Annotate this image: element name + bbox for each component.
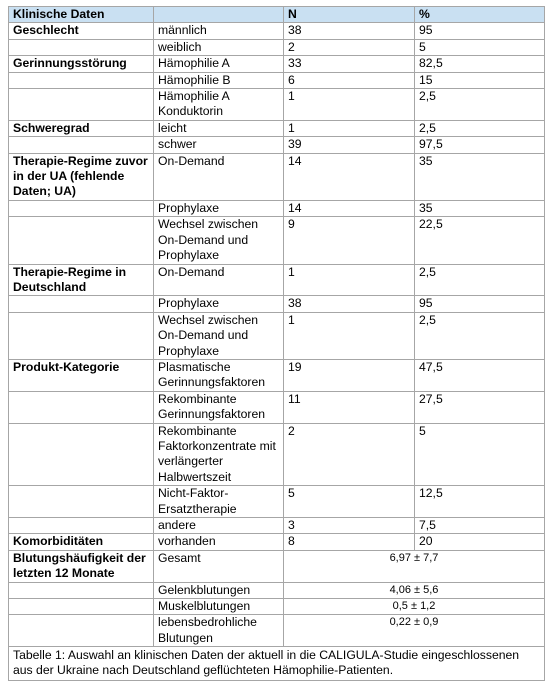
header-n: N: [284, 7, 415, 23]
category-label: [9, 599, 154, 615]
percent-value: 35: [415, 200, 545, 216]
category-label: [9, 518, 154, 534]
subcategory-label: Prophylaxe: [154, 200, 284, 216]
category-label: Schweregrad: [9, 120, 154, 136]
category-label: [9, 39, 154, 55]
subcategory-label: Hämophilie A: [154, 56, 284, 72]
percent-value: 2,5: [415, 89, 545, 121]
category-label: Therapie-Regime in Deutschland: [9, 264, 154, 296]
table-row: [9, 89, 545, 121]
table-row: [9, 72, 545, 88]
category-label: [9, 89, 154, 121]
subcategory-label: leicht: [154, 120, 284, 136]
table-row: [9, 391, 545, 423]
table-row: [9, 296, 545, 312]
percent-value: 35: [415, 153, 545, 200]
percent-value: 2,5: [415, 120, 545, 136]
subcategory-label: vorhanden: [154, 534, 284, 550]
table-row: [9, 56, 545, 72]
table-row: [9, 423, 545, 486]
category-label: [9, 423, 154, 486]
count-value: 8: [284, 534, 415, 550]
table-row: [9, 120, 545, 136]
table-row: [9, 264, 545, 296]
bleeding-rate-value: 6,97 ± 7,7: [284, 550, 545, 582]
caption-row: [9, 647, 545, 681]
count-value: 1: [284, 120, 415, 136]
count-value: 38: [284, 23, 415, 39]
category-label: Blutungshäufigkeit der letzten 12 Monate: [9, 550, 154, 582]
table-row: [9, 582, 545, 598]
percent-value: 15: [415, 72, 545, 88]
header-clinical-data: Klinische Daten: [9, 7, 154, 23]
percent-value: 95: [415, 23, 545, 39]
category-label: [9, 486, 154, 518]
subcategory-label: Prophylaxe: [154, 296, 284, 312]
table-row: [9, 534, 545, 550]
clinical-data-table: [8, 6, 545, 681]
count-value: 11: [284, 391, 415, 423]
table-row: [9, 615, 545, 647]
percent-value: 2,5: [415, 264, 545, 296]
subcategory-label: Gelenkblutungen: [154, 582, 284, 598]
header-subcategory: [154, 7, 284, 23]
table-row: [9, 550, 545, 582]
category-label: [9, 72, 154, 88]
subcategory-label: männlich: [154, 23, 284, 39]
category-label: [9, 296, 154, 312]
percent-value: 82,5: [415, 56, 545, 72]
table-row: [9, 599, 545, 615]
count-value: 1: [284, 89, 415, 121]
subcategory-label: andere: [154, 518, 284, 534]
table-row: [9, 359, 545, 391]
percent-value: 47,5: [415, 359, 545, 391]
category-label: [9, 582, 154, 598]
percent-value: 22,5: [415, 217, 545, 264]
table-row: [9, 518, 545, 534]
count-value: 1: [284, 264, 415, 296]
category-label: [9, 137, 154, 153]
subcategory-label: On-Demand: [154, 153, 284, 200]
subcategory-label: Hämophilie B: [154, 72, 284, 88]
table-body: [9, 7, 545, 647]
category-label: Gerinnungsstörung: [9, 56, 154, 72]
subcategory-label: Gesamt: [154, 550, 284, 582]
subcategory-label: schwer: [154, 137, 284, 153]
subcategory-label: Plasmatische Gerinnungsfaktoren: [154, 359, 284, 391]
header-percent: %: [415, 7, 545, 23]
count-value: 2: [284, 39, 415, 55]
subcategory-label: Nicht-Faktor-Ersatztherapie: [154, 486, 284, 518]
category-label: [9, 615, 154, 647]
subcategory-label: Hämophilie A Konduktorin: [154, 89, 284, 121]
percent-value: 27,5: [415, 391, 545, 423]
percent-value: 5: [415, 423, 545, 486]
count-value: 5: [284, 486, 415, 518]
percent-value: 20: [415, 534, 545, 550]
category-label: [9, 200, 154, 216]
count-value: 3: [284, 518, 415, 534]
percent-value: 95: [415, 296, 545, 312]
category-label: Geschlecht: [9, 23, 154, 39]
subcategory-label: On-Demand: [154, 264, 284, 296]
category-label: [9, 312, 154, 359]
table-row: [9, 486, 545, 518]
count-value: 9: [284, 217, 415, 264]
category-label: Therapie-Regime zuvor in der UA (fehlende Daten; UA): [9, 153, 154, 200]
table-header-row: [9, 7, 545, 23]
count-value: 14: [284, 200, 415, 216]
table-row: [9, 39, 545, 55]
count-value: 38: [284, 296, 415, 312]
subcategory-label: Wechsel zwischen On-Demand und Prophylaxe: [154, 217, 284, 264]
bleeding-rate-value: 0,5 ± 1,2: [284, 599, 545, 615]
percent-value: 7,5: [415, 518, 545, 534]
count-value: 33: [284, 56, 415, 72]
percent-value: 12,5: [415, 486, 545, 518]
percent-value: 2,5: [415, 312, 545, 359]
count-value: 1: [284, 312, 415, 359]
table-row: [9, 23, 545, 39]
count-value: 6: [284, 72, 415, 88]
count-value: 39: [284, 137, 415, 153]
category-label: [9, 217, 154, 264]
subcategory-label: Rekombinante Gerinnungsfaktoren: [154, 391, 284, 423]
bleeding-rate-value: 4,06 ± 5,6: [284, 582, 545, 598]
bleeding-rate-value: 0,22 ± 0,9: [284, 615, 545, 647]
subcategory-label: Muskelblutungen: [154, 599, 284, 615]
table-row: [9, 312, 545, 359]
table-caption: Tabelle 1: Auswahl an klinischen Daten der aktuell in die CALIGULA-Studie eingeschlossenen aus der Ukraine nach Deutschland geflüchteten Hämophilie-Patienten.: [9, 647, 545, 681]
count-value: 2: [284, 423, 415, 486]
category-label: Komorbiditäten: [9, 534, 154, 550]
percent-value: 97,5: [415, 137, 545, 153]
clinical-data-table-wrapper: [8, 6, 544, 681]
subcategory-label: Wechsel zwischen On-Demand und Prophylaxe: [154, 312, 284, 359]
table-row: [9, 153, 545, 200]
count-value: 19: [284, 359, 415, 391]
category-label: [9, 391, 154, 423]
table-row: [9, 200, 545, 216]
subcategory-label: lebensbedrohliche Blutungen: [154, 615, 284, 647]
subcategory-label: weiblich: [154, 39, 284, 55]
category-label: Produkt-Kategorie: [9, 359, 154, 391]
percent-value: 5: [415, 39, 545, 55]
count-value: 14: [284, 153, 415, 200]
table-row: [9, 217, 545, 264]
subcategory-label: Rekombinante Faktorkonzentrate mit verlängerter Halbwertszeit: [154, 423, 284, 486]
table-row: [9, 137, 545, 153]
